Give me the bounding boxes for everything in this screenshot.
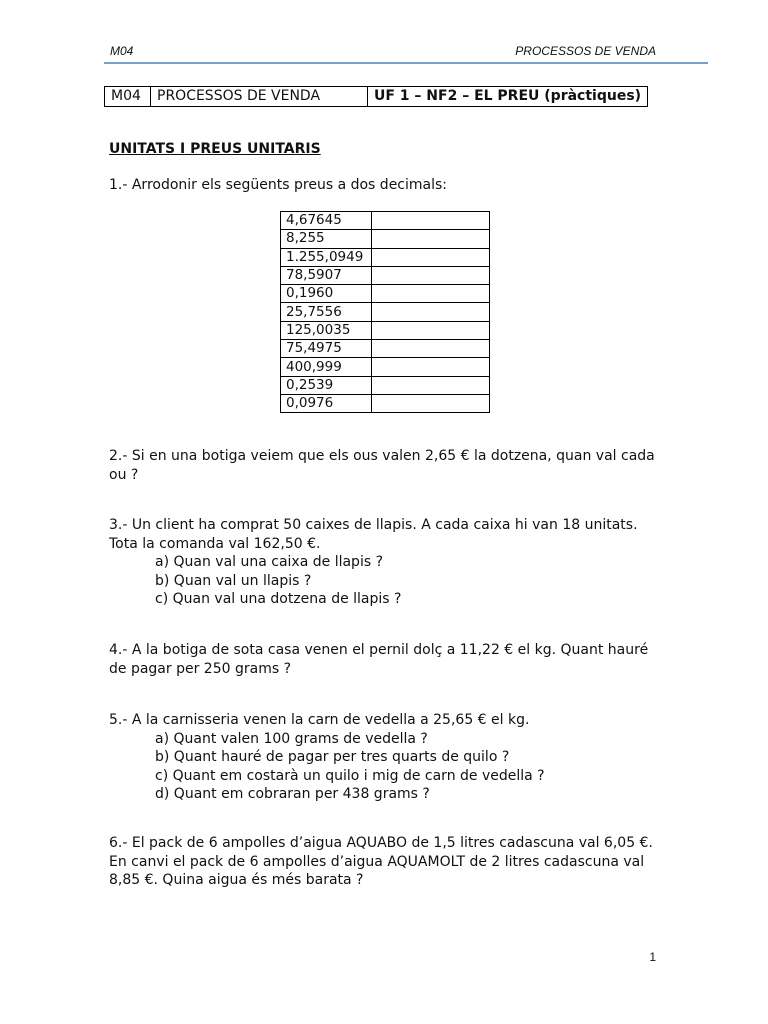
prices-table xyxy=(280,211,490,413)
price-value: 4,67645 xyxy=(281,212,372,230)
rounded-answer-cell[interactable] xyxy=(372,376,490,394)
header-module-name: PROCESSOS DE VENDA xyxy=(515,44,656,58)
rounded-answer-cell[interactable] xyxy=(372,358,490,376)
question-6: 6.- El pack de 6 ampolles d’aigua AQUABO de 1,5 litres cadascuna val 6,05 €. En canvi el pack de 6 ampolles d’aigua AQUAMOLT de 2 litres cadascuna val 8,85 €. Quina aigua és més barata ? xyxy=(109,835,653,888)
rounded-answer-cell[interactable] xyxy=(372,340,490,358)
question-5 xyxy=(109,711,669,804)
question-3-item-a: a) Quan val una caixa de llapis ? xyxy=(155,554,384,570)
rounded-answer-cell[interactable] xyxy=(372,266,490,284)
question-4: 4.- A la botiga de sota casa venen el pernil dolç a 11,22 € el kg. Quant hauré de pagar per 250 grams ? xyxy=(109,642,649,677)
question-3-item-c: c) Quan val una dotzena de llapis ? xyxy=(155,591,402,607)
rounded-answer-cell[interactable] xyxy=(372,230,490,248)
title-unit: UF 1 – NF2 – EL PREU (pràctiques) xyxy=(368,87,648,107)
title-code: M04 xyxy=(105,87,151,107)
rounded-answer-cell[interactable] xyxy=(372,303,490,321)
price-value: 25,7556 xyxy=(281,303,372,321)
question-3-item-b: b) Quan val un llapis ? xyxy=(155,572,312,589)
header-module-code: M04 xyxy=(110,44,134,58)
question-3-text: 3.- Un client ha comprat 50 caixes de llapis. A cada caixa hi van 18 unitats. Tota la comanda val 162,50 €. xyxy=(109,517,638,552)
rounded-answer-cell[interactable] xyxy=(372,321,490,339)
section-title: UNITATS I PREUS UNITARIS xyxy=(109,141,321,157)
rounded-answer-cell[interactable] xyxy=(372,212,490,230)
price-value: 78,5907 xyxy=(281,266,372,284)
question-1: 1.- Arrodonir els següents preus a dos decimals: xyxy=(109,177,448,193)
rounded-answer-cell[interactable] xyxy=(372,248,490,266)
price-row xyxy=(281,394,490,412)
question-5-item-c: c) Quant em costarà un quilo i mig de carn de vedella ? xyxy=(155,767,545,784)
price-row xyxy=(281,303,490,321)
price-row xyxy=(281,358,490,376)
price-value: 400,999 xyxy=(281,358,372,376)
question-2: 2.- Si en una botiga veiem que els ous valen 2,65 € la dotzena, quan val cada ou ? xyxy=(109,448,655,483)
price-value: 1.255,0949 xyxy=(281,248,372,266)
rounded-answer-cell[interactable] xyxy=(372,285,490,303)
question-3 xyxy=(109,516,669,609)
price-row xyxy=(281,340,490,358)
price-value: 0,2539 xyxy=(281,376,372,394)
price-row xyxy=(281,266,490,284)
price-row xyxy=(281,321,490,339)
question-5-item-b: b) Quant hauré de pagar per tres quarts de quilo ? xyxy=(155,749,510,765)
question-5-item-a: a) Quant valen 100 grams de vedella ? xyxy=(155,730,428,747)
question-5-text: 5.- A la carnisseria venen la carn de vedella a 25,65 € el kg. xyxy=(109,712,530,728)
rounded-answer-cell[interactable] xyxy=(372,394,490,412)
price-value: 8,255 xyxy=(281,230,372,248)
price-row xyxy=(281,212,490,230)
page-number: 1 xyxy=(649,950,656,964)
price-value: 75,4975 xyxy=(281,340,372,358)
question-5-item-d: d) Quant em cobraran per 438 grams ? xyxy=(155,786,430,802)
title-table xyxy=(104,86,648,107)
price-row xyxy=(281,230,490,248)
price-row xyxy=(281,285,490,303)
price-value: 0,0976 xyxy=(281,394,372,412)
title-module: PROCESSOS DE VENDA xyxy=(151,87,368,107)
price-row xyxy=(281,376,490,394)
price-row xyxy=(281,248,490,266)
price-value: 0,1960 xyxy=(281,285,372,303)
header-rule xyxy=(104,62,708,64)
price-value: 125,0035 xyxy=(281,321,372,339)
